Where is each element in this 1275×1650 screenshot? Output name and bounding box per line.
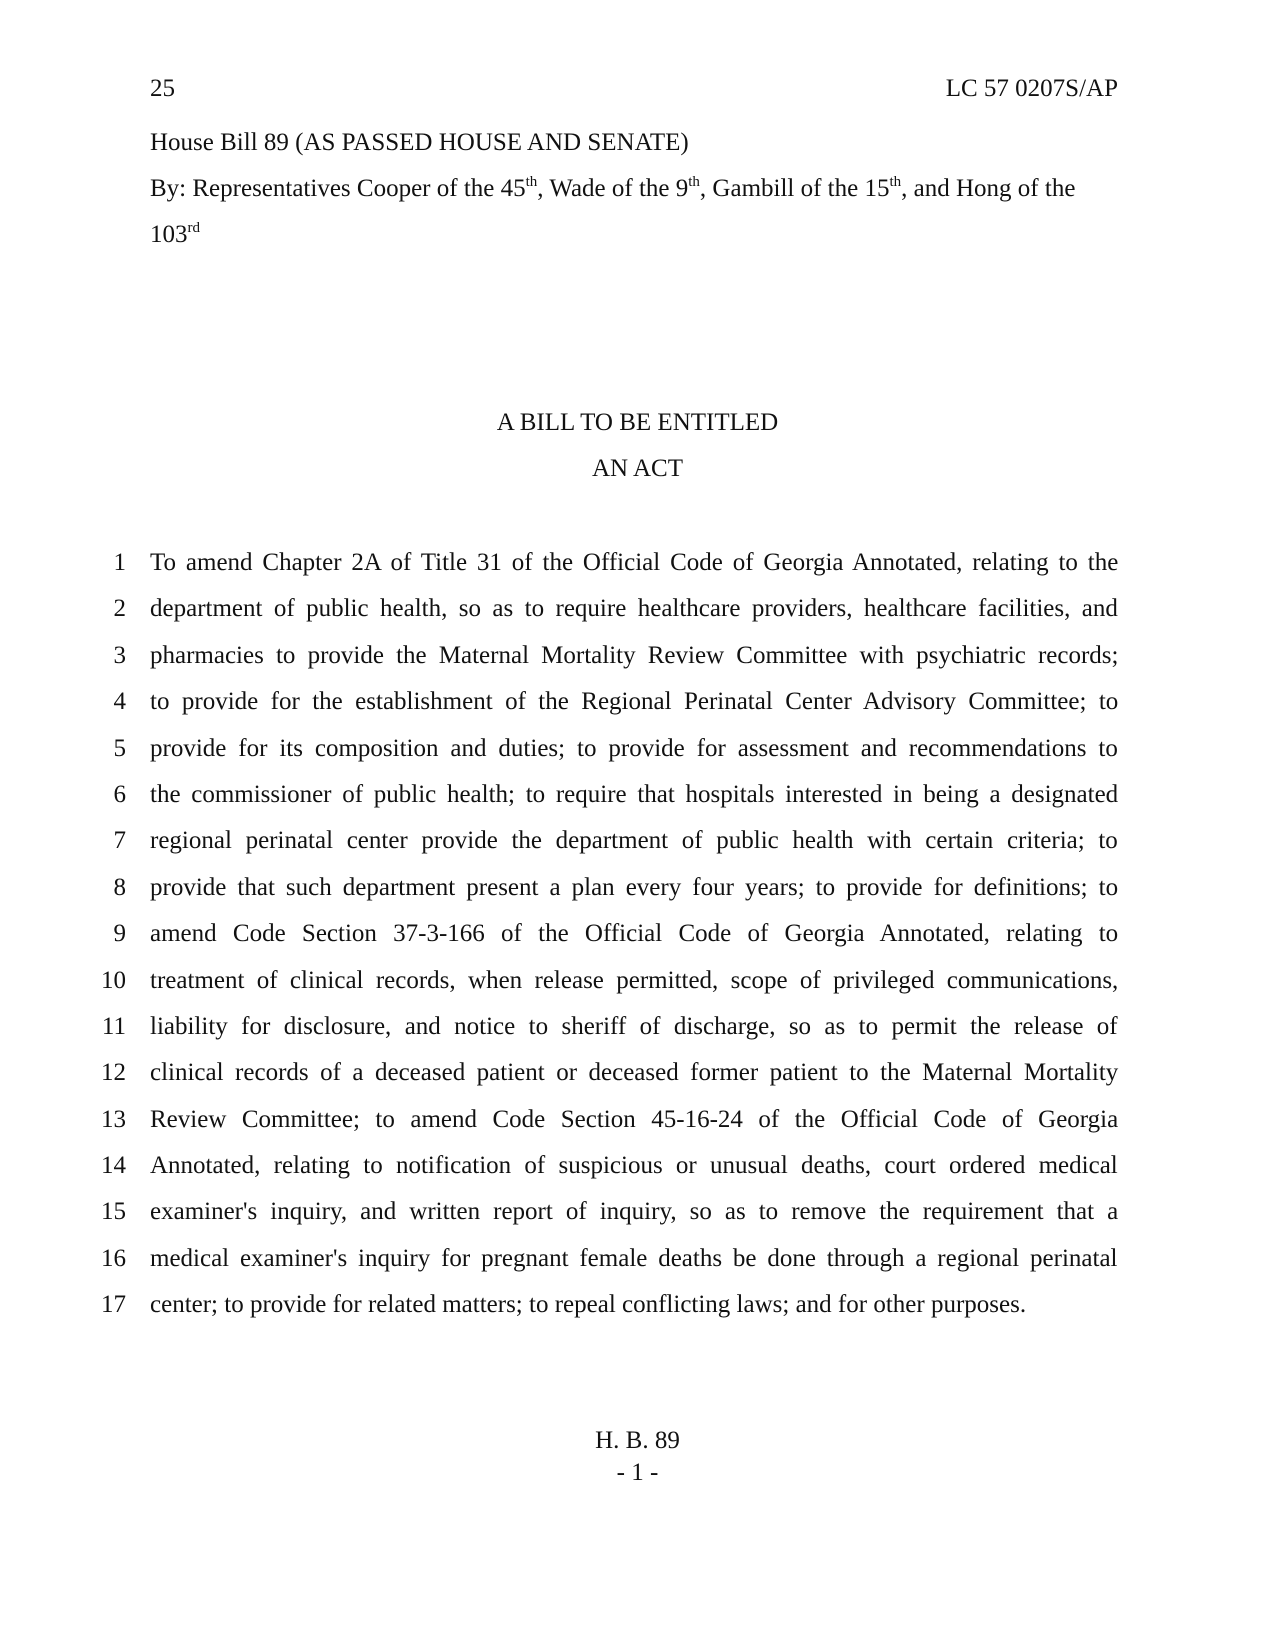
line-text: center; to provide for related matters; to repeal conflicting laws; and for other purposes. xyxy=(150,1291,1027,1319)
sponsors-sup-3: th xyxy=(889,174,902,190)
line-number: 8 xyxy=(113,873,126,901)
line-number: 9 xyxy=(113,920,126,948)
line-text: Annotated, relating to notification of suspicious or unusual deaths, court ordered medical xyxy=(150,1152,1118,1180)
line-number: 17 xyxy=(101,1291,126,1319)
line-text: treatment of clinical records, when release permitted, scope of privileged communications, xyxy=(150,966,1119,994)
bill-title: House Bill 89 (AS PASSED HOUSE AND SENATE) xyxy=(150,129,689,156)
body-line xyxy=(0,1151,1275,1197)
line-number: 5 xyxy=(113,734,126,762)
line-number: 4 xyxy=(113,688,126,716)
line-number: 13 xyxy=(101,1105,126,1133)
line-text: Review Committee; to amend Code Section 45-16-24 of the Official Code of Georgia xyxy=(150,1105,1119,1133)
bill-sponsors xyxy=(150,174,1118,204)
page-header-number: 25 xyxy=(150,75,175,102)
heading-an-act: AN ACT xyxy=(592,455,683,482)
body-line xyxy=(0,966,1275,1012)
line-text: the commissioner of public health; to require that hospitals interested in being a designated xyxy=(150,780,1119,808)
body-line xyxy=(0,734,1275,780)
body-line xyxy=(0,873,1275,919)
line-text: department of public health, so as to require healthcare providers, healthcare facilities, and xyxy=(150,595,1118,623)
bill-body xyxy=(0,548,1275,1337)
body-line xyxy=(0,687,1275,733)
sponsors-text-2: , Wade of the 9 xyxy=(537,175,689,202)
line-text: liability for disclosure, and notice to sheriff of discharge, so as to permit the release of xyxy=(150,1012,1118,1040)
line-text: amend Code Section 37-3-166 of the Official Code of Georgia Annotated, relating to xyxy=(150,920,1119,948)
sponsors-text-5: 103 xyxy=(150,221,188,248)
footer-bill-label: H. B. 89 xyxy=(595,1427,680,1454)
line-number: 2 xyxy=(113,595,126,623)
line-text: regional perinatal center provide the department of public health with certain criteria; to xyxy=(150,827,1118,855)
line-number: 12 xyxy=(101,1059,126,1087)
body-line xyxy=(0,780,1275,826)
bill-sponsors-line-2 xyxy=(150,220,200,250)
line-text: medical examiner's inquiry for pregnant female deaths be done through a regional perinatal xyxy=(150,1244,1118,1272)
line-number: 1 xyxy=(113,549,126,576)
line-text: provide that such department present a plan every four years; to provide for definitions; to xyxy=(150,873,1119,901)
line-number: 6 xyxy=(113,780,126,808)
sponsors-text-3: , Gambill of the 15 xyxy=(699,175,890,202)
body-line xyxy=(0,1244,1275,1290)
sponsors-sup-1: th xyxy=(525,174,538,190)
line-number: 16 xyxy=(101,1244,126,1272)
body-line xyxy=(0,826,1275,872)
body-line xyxy=(0,641,1275,687)
line-number: 3 xyxy=(113,641,126,669)
body-line xyxy=(0,1105,1275,1151)
line-text: provide for its composition and duties; to provide for assessment and recommendations to xyxy=(150,734,1118,762)
line-text: pharmacies to provide the Maternal Mortality Review Committee with psychiatric records; xyxy=(150,641,1119,669)
body-line xyxy=(0,1058,1275,1104)
body-line xyxy=(0,1012,1275,1058)
line-text: to provide for the establishment of the Regional Perinatal Center Advisory Committee; to xyxy=(150,688,1119,716)
sponsors-text-4: , and Hong of the xyxy=(901,175,1076,202)
body-line xyxy=(0,919,1275,965)
page-header-doc-code: LC 57 0207S/AP xyxy=(945,75,1118,102)
line-number: 10 xyxy=(101,966,126,994)
body-line xyxy=(0,1197,1275,1243)
line-number: 11 xyxy=(101,1012,126,1040)
heading-bill-entitled: A BILL TO BE ENTITLED xyxy=(496,409,779,436)
sponsors-sup-2: th xyxy=(688,174,700,190)
line-text: clinical records of a deceased patient or deceased former patient to the Maternal Mortality xyxy=(150,1059,1119,1087)
body-line xyxy=(0,548,1275,594)
body-line xyxy=(0,1290,1275,1336)
line-number: 7 xyxy=(113,827,126,855)
footer-page-number: - 1 - xyxy=(616,1459,659,1486)
sponsors-sup-4: rd xyxy=(187,220,200,236)
line-number: 15 xyxy=(101,1198,126,1226)
sponsors-text-1: By: Representatives Cooper of the 45 xyxy=(150,175,526,202)
line-text: examiner's inquiry, and written report of inquiry, so as to remove the requirement that a xyxy=(150,1198,1119,1226)
line-text: To amend Chapter 2A of Title 31 of the Official Code of Georgia Annotated, relating to the xyxy=(150,549,1119,576)
body-line xyxy=(0,594,1275,640)
line-number: 14 xyxy=(101,1152,126,1180)
